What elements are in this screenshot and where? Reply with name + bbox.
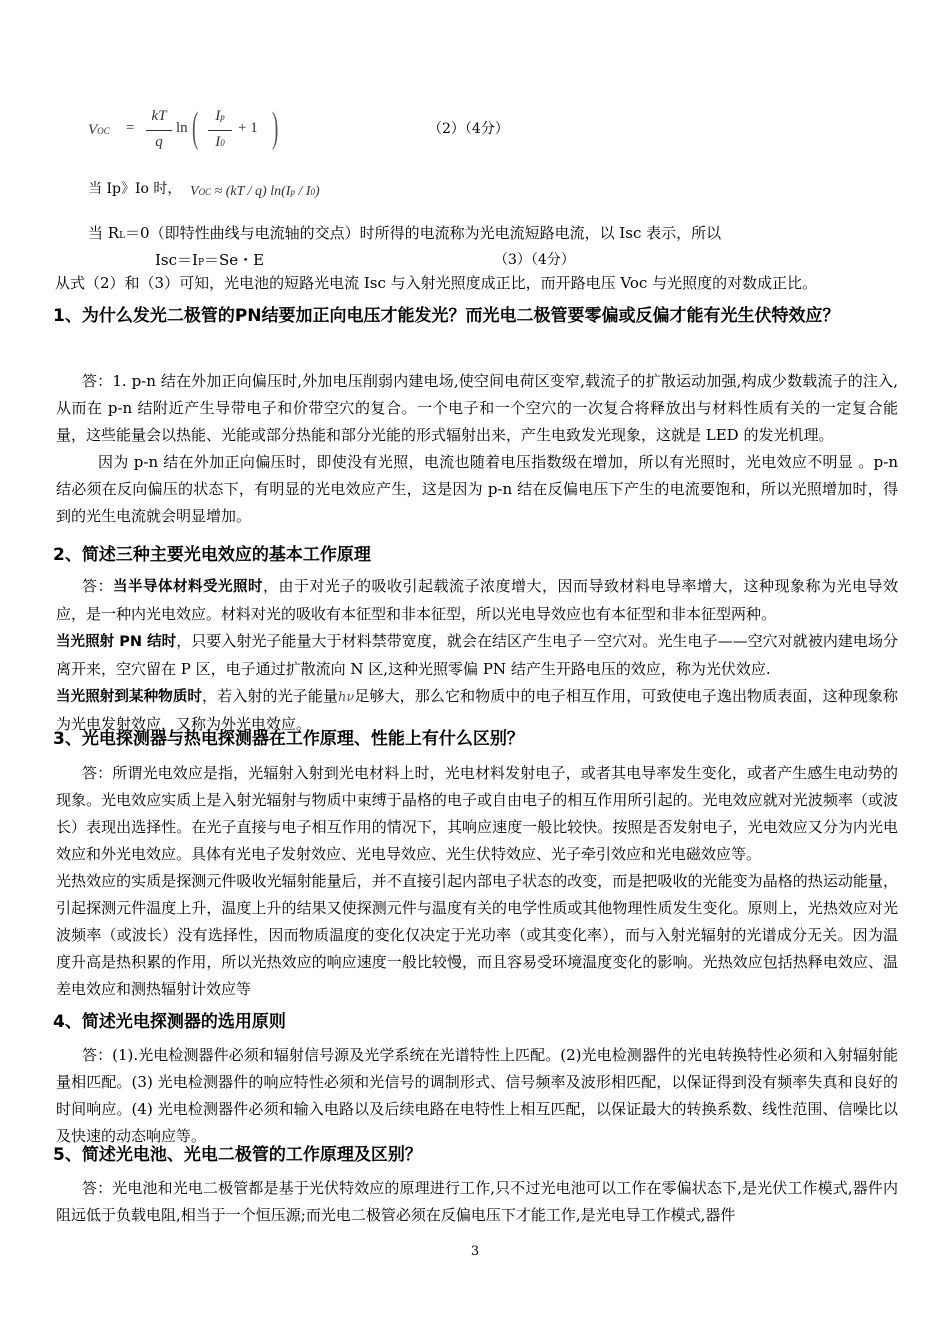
answer-3 <box>56 760 898 1003</box>
formula-label-2: （2）（4分） <box>428 121 509 137</box>
ip-symbol: Ip <box>215 108 225 124</box>
right-paren: ) <box>272 105 279 151</box>
bold-phrase-photovoltaic: 当光照射 PN 结时 <box>56 634 177 650</box>
denominator-q: q <box>155 134 163 150</box>
equals-sign: = <box>126 120 135 136</box>
answer-1-paragraph-2: 因为 p-n 结在外加正向偏压时，即使没有光照，电流也随着电压指数级在增加，所以有光照时，光电效应不明显 。p-n 结必须在反向偏压的状态下，有明显的光电效应产生，这是因为 p-n 结在反偏电压下产生的电流要饱和，所以光照增加时，得到的光生电流就会明显增加。 <box>56 453 898 525</box>
page-number: 3 <box>470 1244 480 1259</box>
bold-phrase-photoconductive: 当半导体材料受光照时 <box>113 579 263 595</box>
bold-phrase-photoemission: 当光照射到某种物质时 <box>56 689 203 705</box>
numerator-kt: kT <box>151 108 167 124</box>
voc-symbol: VOC <box>88 122 110 138</box>
ln-operator: ln <box>176 120 188 136</box>
answer-4-paragraph-1: 答：(1).光电检测器件必须和辐射信号源及光学系统在光谱特性上匹配。(2)光电检测器件的光电转换特性必须和入射辐射能量相匹配。(3) 光电检测器件的响应特性必须和光信号的调制形式、信号频率及波形相匹配，以保证得到没有频率失真和良好的时间响应。(4) 光电检测器件必须和输入电路以及后续电路在电特性上相互匹配，以保证最大的转换系数、线性范围、信噪比以及快速的动态响应等。 <box>56 1046 898 1145</box>
answer-5 <box>56 1175 898 1229</box>
rl-line: 当 RL＝0（即特性曲线与电流轴的交点）时所得的电流称为光电流短路电流，以 Isc 表示，所以 <box>88 224 722 242</box>
formula-label-3: （3）（4分） <box>494 252 575 268</box>
left-paren: ( <box>192 105 199 151</box>
answer-3-paragraph-1: 答：所谓光电效应是指，光辐射入射到光电材料上时，光电材料发射电子，或者其电导率发生变化，或者产生感生电动势的现象。光电效应实质上是入射光辐射与物质中束缚于晶格的电子或自由电子的相互作用所引起的。光电效应就对光波频率（或波长）表现出选择性。在光子直接与电子相互作用的情况下，其响应速度一般比较快。按照是否发射电子，光电效应又分为内光电效应和外光电效应。具体有光电子发射效应、光电导效应、光生伏特效应、光子牵引效应和光电磁效应等。 <box>56 764 898 863</box>
when-ip-text: 当 Ip》Io 时， <box>88 181 182 197</box>
formula-voc-approx: VOC ≈ (kT / q) ln(Ip / I0) <box>190 184 320 199</box>
answer-3-paragraph-2: 光热效应的实质是探测元件吸收光辐射能量后，并不直接引起内部电子状态的改变，而是把吸收的光能变为晶格的热运动能量，引起探测元件温度上升，温度上升的结果又使探测元件与温度有关的电学性质或其他物理性质发生变化。原则上，光热效应对光波频率（或波长）没有选择性，因而物质温度的变化仅决定于光功率（或其变化率），而与入射光辐射的光谱成分无关。因为温度升高是热积累的作用，所以光热效应的响应速度一般比较慢，而且容易受环境温度变化的影响。光热效应包括热释电效应、温差电效应和测热辐射计效应等 <box>56 872 898 998</box>
question-3-title: 3、光电探测器与热电探测器在工作原理、性能上有什么区别？ <box>53 729 524 749</box>
conclusion-text: 从式（2）和（3）可知，光电池的短路光电流 Isc 与入射光照度成正比，而开路电压 Voc 与光照度的对数成正比。 <box>55 274 818 292</box>
question-5-title: 5、简述光电池、光电二极管的工作原理及区别？ <box>53 1145 422 1165</box>
hv-symbol: hν <box>337 690 355 705</box>
isc-equation: Isc＝IP＝Se・E <box>155 251 265 269</box>
question-2-title: 2、简述三种主要光电效应的基本工作原理 <box>53 545 371 565</box>
fraction-bar-2 <box>208 130 232 131</box>
question-4-title: 4、简述光电探测器的选用原则 <box>53 1012 286 1032</box>
answer-5-paragraph-1: 答：光电池和光电二极管都是基于光伏特效应的原理进行工作,只不过光电池可以工作在零偏状态下,是光伏工作模式,器件内阻远低于负载电阻,相当于一个恒压源;而光电二极管必须在反偏电压下才能工作,是光电导工作模式,器件 <box>56 1179 898 1224</box>
answer-2: 答：当半导体材料受光照时，由于对光子的吸收引起载流子浓度增大，因而导致材料电导率增大，这种现象称为光电导效应，是一种内光电效应。材料对光的吸收有本征型和非本征型，所以光电导效应也有本征型和非本征型两种。 当光照射 PN 结时，只要入射光子能量大于材料禁带宽度，就会在结区产生电子－空穴对。光生电子——空穴对就被内建电场分离开来，空穴留在 P 区，电子通过扩散流向 N 区,这种光照零偏 PN 结产生开路电压的效应，称为光伏效应. 当光照射到某种物质时，若入射的光子能量hν足够大，那么它和物质中的电子相互作用，可致使电子逸出物质表面，这种现象称为光电发射效应，又称为外光电效应。 <box>56 577 899 733</box>
i0-symbol: I0 <box>215 134 225 150</box>
answer-1 <box>56 368 898 530</box>
plus-one: + 1 <box>238 120 258 136</box>
answer-1-paragraph-1: 答：1. p-n 结在外加正向偏压时,外加电压削弱内建电场,使空间电荷区变窄,载流子的扩散运动加强,构成少数载流子的注入,从而在 p-n 结附近产生导带电子和价带空穴的复合。一个电子和一个空穴的一次复合将释放出与材料性质有关的一定复合能量，这些能量会以热能、光能或部分热能和部分光能的形式辐射出来，产生电致发光现象，这就是 LED 的发光机理。 <box>56 372 898 444</box>
fraction-bar <box>146 130 172 131</box>
answer-4 <box>56 1042 898 1150</box>
question-1-title: 1、为什么发光二极管的PN结要加正向电压才能发光？而光电二极管要零偏或反偏才能有光生伏特效应？ <box>53 306 840 326</box>
